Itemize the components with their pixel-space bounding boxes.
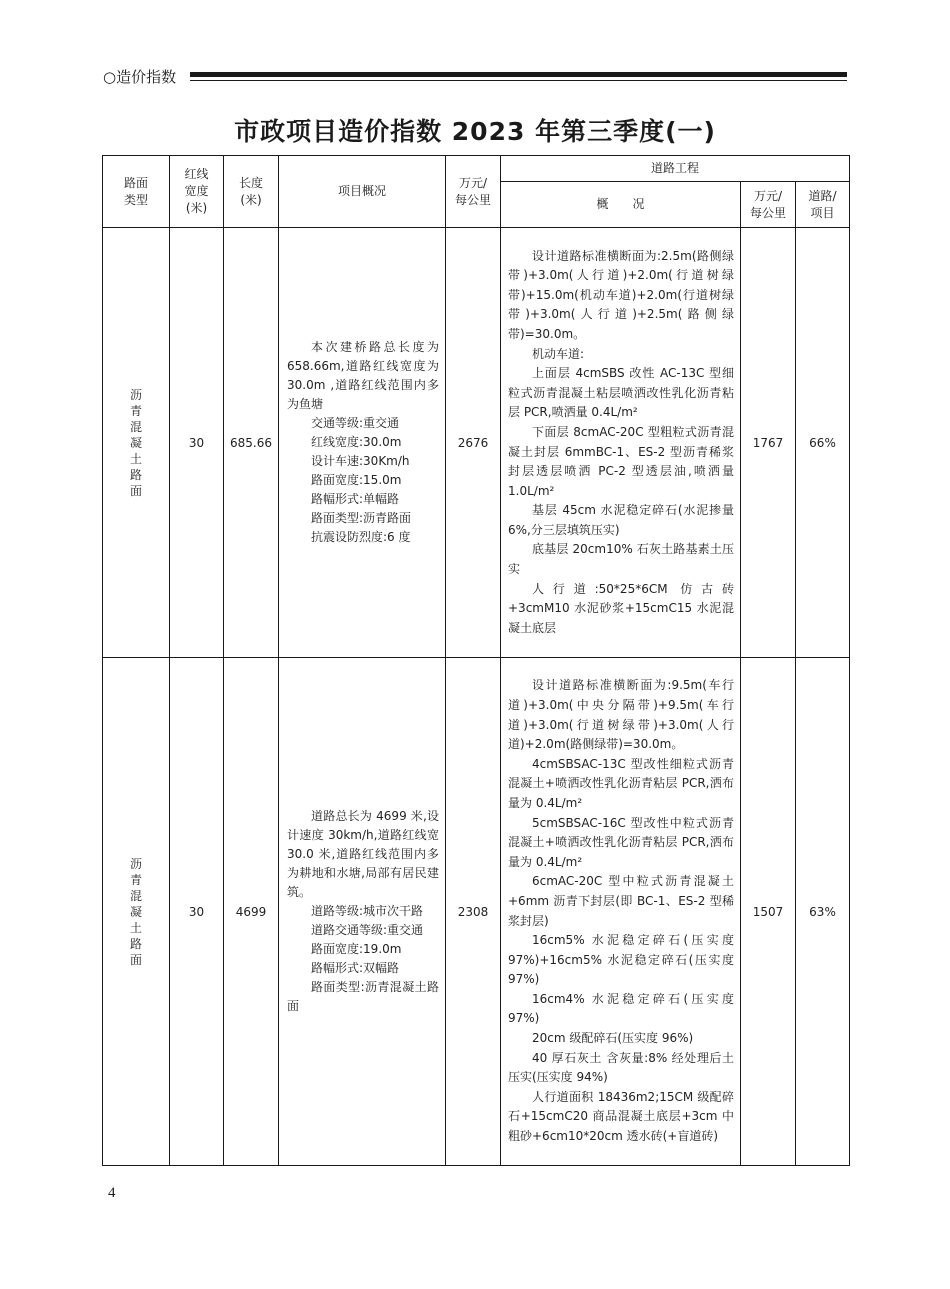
header-length [224, 156, 279, 228]
road-overview-line: 人行道:50*25*6CM 仿古砖+3cmM10 水泥砂浆+15cmC15 水泥混凝土底层 [508, 581, 734, 635]
road-overview-line: 4cmSBSAC-13C 型改性细粒式沥青混凝土+喷洒改性乳化沥青粘层 PCR,洒布量为 0.4L/m² [508, 756, 734, 810]
header-text: 项目 [810, 205, 835, 220]
header-rule-thick [190, 72, 847, 77]
overview-line: 设计车速:30Km/h [311, 454, 410, 468]
pavement-type-char: 混 [129, 888, 142, 903]
header-red-line-width [170, 156, 224, 228]
header-text: 万元/ [458, 175, 488, 190]
header-pavement-type [103, 156, 170, 228]
cell-road-ratio: 66% [796, 228, 850, 658]
cell-pavement-type [103, 228, 170, 658]
road-overview-line: 机动车道: [532, 346, 585, 361]
header-pavement-type-text: 路面类型 [123, 175, 148, 207]
pavement-type-char: 沥 [129, 387, 142, 402]
header-text: 宽度 [184, 184, 209, 198]
cell-road-cost-per-km: 1507 [741, 658, 796, 1166]
cell-overview [279, 658, 446, 1166]
road-overview-line: 底基层 20cm10% 石灰土路基素土压实 [508, 542, 734, 577]
overview-line: 路面类型:沥青混凝土路面 [287, 980, 439, 1013]
header-road-engineering: 道路工程 [501, 156, 850, 182]
table-row [103, 228, 850, 658]
road-overview-line: 40 厚石灰土 含灰量:8% 经处理后土压实(压实度 94%) [508, 1050, 734, 1085]
pavement-type-char: 土 [129, 920, 142, 935]
table-row [103, 658, 850, 1166]
pavement-type-char: 凝 [129, 904, 142, 919]
overview-line: 路面宽度:15.0m [311, 473, 402, 487]
header-text: 长度 [238, 175, 263, 190]
pavement-type-char: 面 [129, 952, 142, 967]
pavement-type-char: 面 [129, 483, 142, 498]
overview-line: 路面宽度:19.0m [311, 942, 402, 956]
overview-line: 红线宽度:30.0m [311, 435, 402, 449]
pavement-type-char: 路 [129, 936, 142, 951]
pavement-type-char: 土 [129, 451, 142, 466]
cell-pavement-type [103, 658, 170, 1166]
header-road-cost-per-km [741, 182, 796, 228]
road-overview-line: 6cmAC-20C 型中粒式沥青混凝土+6mm 沥青下封层(即 BC-1、ES-2 型稀浆封层) [508, 874, 734, 928]
pavement-type-char: 青 [129, 403, 142, 418]
header-cost-per-km [446, 156, 501, 228]
overview-line: 交通等级:重交通 [311, 416, 400, 430]
cell-length: 4699 [224, 658, 279, 1166]
pavement-type-char: 凝 [129, 435, 142, 450]
header-text: 道路/ [808, 188, 837, 203]
header-text: (米) [240, 192, 262, 207]
cell-cost-per-km: 2676 [446, 228, 501, 658]
header-text: 红线 [184, 167, 209, 181]
road-overview-line: 基层 45cm 水泥稳定碎石(水泥掺量 6%,分三层填筑压实) [508, 503, 734, 537]
road-overview-line: 16cm5% 水泥稳定碎石(压实度 97%)+16cm5% 水泥稳定碎石(压实度 97%) [508, 933, 734, 987]
cell-red-line-width: 30 [170, 658, 224, 1166]
header-road-ratio [796, 182, 850, 228]
road-overview-line: 5cmSBSAC-16C 型改性中粒式沥青混凝土+喷洒改性乳化沥青粘层 PCR,洒布量为 0.4L/m² [508, 815, 734, 869]
cell-road-overview [501, 228, 741, 658]
overview-line: 道路交通等级:重交通 [311, 923, 424, 937]
header-text: 每公里 [454, 192, 491, 207]
overview-line: 路幅形式:双幅路 [311, 961, 400, 975]
road-overview-line: 设计道路标准横断面为:9.5m(车行道)+3.0m(中央分隔带)+9.5m(车行道)+3.0m(行道树绿带)+3.0m(人行道)+2.0m(路侧绿带)=30.0m。 [508, 678, 734, 752]
header-road-overview: 概 况 [501, 182, 741, 228]
cell-road-cost-per-km: 1767 [741, 228, 796, 658]
pavement-type-char: 混 [129, 419, 142, 434]
overview-line: 路面类型:沥青路面 [311, 511, 412, 525]
cell-red-line-width: 30 [170, 228, 224, 658]
road-overview-line: 20cm 级配碎石(压实度 96%) [532, 1031, 694, 1046]
section-label: ○造价指数 [103, 68, 177, 86]
overview-line: 道路等级:城市次干路 [311, 904, 424, 918]
road-overview-line: 下面层 8cmAC-20C 型粗粒式沥青混凝土封层 6mmBC-1、ES-2 型沥青稀浆封层透层喷洒 PC-2 型透层油,喷洒量 1.0L/m² [508, 424, 734, 498]
header-text: 万元/ [753, 188, 783, 203]
header-text: (米) [185, 201, 208, 215]
overview-line: 路幅形式:单幅路 [311, 492, 400, 506]
page-number: 4 [108, 1185, 116, 1201]
cell-road-overview [501, 658, 741, 1166]
cell-overview [279, 228, 446, 658]
cost-index-table [102, 155, 850, 1166]
cell-length: 685.66 [224, 228, 279, 658]
overview-line: 本次建桥路总长度为 658.66m,道路红线宽度为 30.0m ,道路红线范围内多为鱼塘 [287, 340, 439, 411]
cell-cost-per-km: 2308 [446, 658, 501, 1166]
cell-road-ratio: 63% [796, 658, 850, 1166]
road-overview-line: 设计道路标准横断面为:2.5m(路侧绿带)+3.0m(人行道)+2.0m(行道树绿带)+15.0m(机动车道)+2.0m(行道树绿带)+3.0m(人行道)+2.5m(路侧绿带)=30.0m。 [508, 248, 734, 341]
pavement-type-char: 青 [129, 872, 142, 887]
header-text: 每公里 [749, 205, 786, 220]
overview-line: 道路总长为 4699 米,设计速度 30km/h,道路红线宽 30.0 米,道路红线范围内多为耕地和水塘,局部有居民建筑。 [287, 809, 439, 899]
overview-line: 抗震设防烈度:6 度 [311, 530, 411, 544]
pavement-type-char: 路 [129, 467, 142, 482]
road-overview-line: 上面层 4cmSBS 改性 AC-13C 型细粒式沥青混凝土粘层喷洒改性乳化沥青粘层 PCR,喷洒量 0.4L/m² [508, 366, 734, 420]
road-overview-line: 16cm4% 水泥稳定碎石(压实度 97%) [508, 991, 734, 1026]
page-title: 市政项目造价指数 2023 年第三季度(一) [234, 117, 716, 146]
table-header-row [103, 156, 850, 182]
road-overview-line: 人行道面积 18436m2;15CM 级配碎石+15cmC20 商品混凝土底层+3cm 中粗砂+6cm10*20cm 透水砖(+盲道砖) [508, 1089, 734, 1144]
header-overview: 项目概况 [279, 156, 446, 228]
pavement-type-char: 沥 [129, 856, 142, 871]
header-rule-thin [190, 80, 847, 81]
